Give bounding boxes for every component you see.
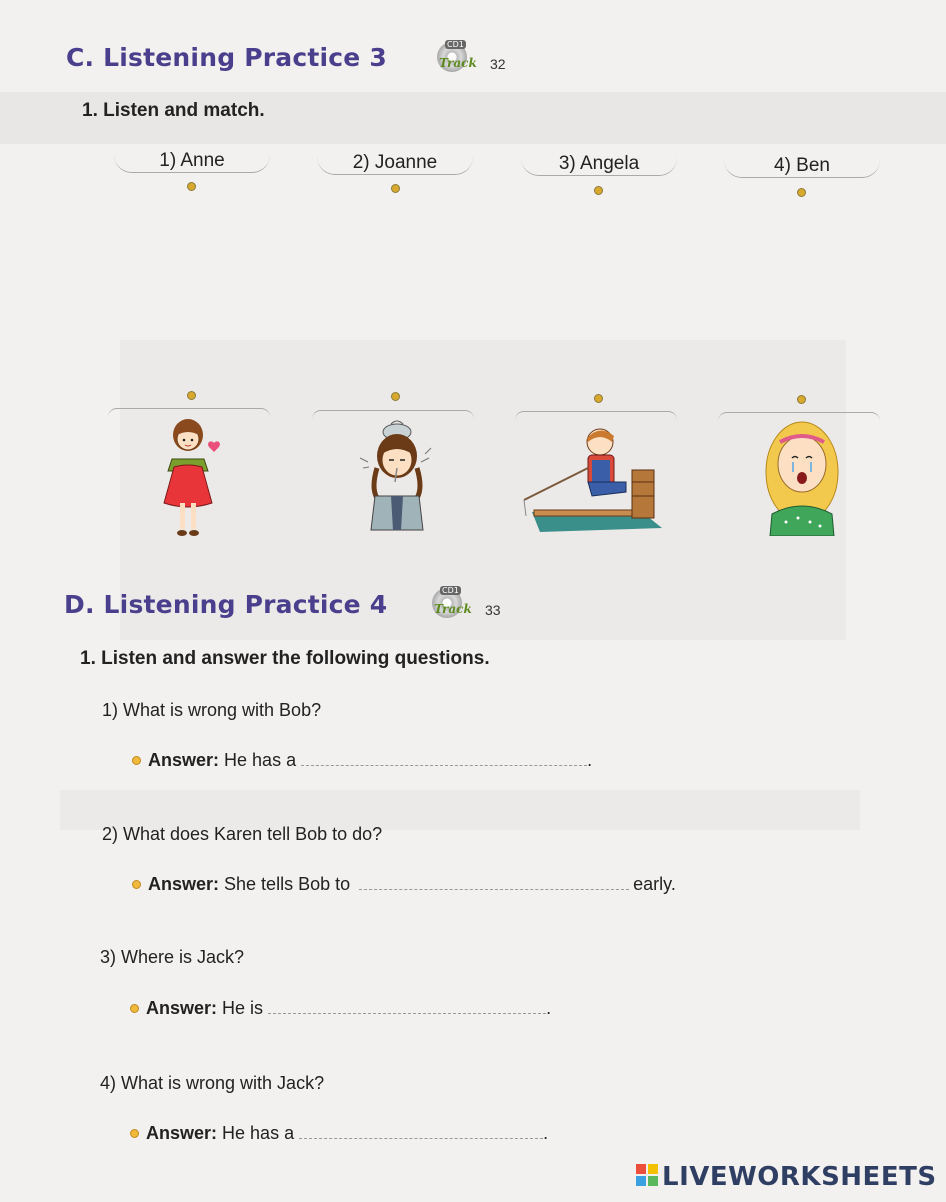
answer-label: Answer: <box>146 1123 218 1143</box>
name-box-anne <box>114 150 270 173</box>
answer-3-blank[interactable] <box>268 999 546 1014</box>
question-3: 3) Where is Jack? <box>100 947 245 967</box>
cd-track-badge-c <box>437 40 506 72</box>
answer-bullet-icon <box>130 1129 139 1138</box>
answer-prefix: She tells Bob to <box>224 874 351 894</box>
match-dot-picture-2[interactable] <box>391 392 400 401</box>
name-label: 2) Joanne <box>352 152 438 173</box>
match-dot-name-4[interactable] <box>797 188 806 197</box>
section-c-title: C. Listening Practice 3 <box>66 43 387 72</box>
name-box-joanne <box>317 152 473 175</box>
liveworksheets-logo <box>636 1162 937 1192</box>
cd-track-badge-d <box>432 586 501 618</box>
name-label: 1) Anne <box>159 150 225 171</box>
cd-label: CD1 <box>447 40 464 49</box>
track-label: Track <box>439 56 477 70</box>
answer-bullet-icon <box>132 756 141 765</box>
name-label: 3) Angela <box>558 153 640 174</box>
answer-prefix: He has a <box>222 1123 295 1143</box>
answer-3 <box>146 998 551 1019</box>
answer-4-blank[interactable] <box>299 1124 543 1139</box>
match-dot-picture-3[interactable] <box>594 394 603 403</box>
track-number: 32 <box>490 56 506 72</box>
answer-suffix: . <box>543 1123 549 1143</box>
match-dot-name-1[interactable] <box>187 182 196 191</box>
answer-label: Answer: <box>148 750 220 770</box>
answer-2 <box>148 874 676 895</box>
question-1: 1) What is wrong with Bob? <box>102 700 322 720</box>
track-number: 33 <box>485 602 501 618</box>
question-2: 2) What does Karen tell Bob to do? <box>102 824 383 844</box>
girl-red-dress-illustration <box>150 415 235 540</box>
answer-label: Answer: <box>148 874 220 894</box>
sick-girl-ice-pack-illustration <box>355 418 440 536</box>
picture-frame-line-3 <box>515 411 677 420</box>
name-label: 4) Ben <box>774 155 830 176</box>
match-dot-name-2[interactable] <box>391 184 400 193</box>
match-dot-picture-1[interactable] <box>187 391 196 400</box>
answer-label: Answer: <box>146 998 218 1018</box>
answer-prefix: He is <box>222 998 264 1018</box>
section-d-title: D. Listening Practice 4 <box>64 590 388 619</box>
answer-4 <box>146 1123 548 1144</box>
answer-bullet-icon <box>130 1004 139 1013</box>
liveworksheets-logo-icon <box>636 1164 660 1188</box>
match-dot-picture-4[interactable] <box>797 395 806 404</box>
answer-suffix: early. <box>633 874 676 894</box>
answer-suffix: . <box>546 998 552 1018</box>
answer-suffix: . <box>587 750 593 770</box>
answer-1 <box>148 750 592 771</box>
answer-prefix: He has a <box>224 750 297 770</box>
name-box-angela <box>521 153 677 176</box>
answer-bullet-icon <box>132 880 141 889</box>
section-c-instruction: 1. Listen and match. <box>82 100 265 121</box>
question-4: 4) What is wrong with Jack? <box>100 1073 325 1093</box>
answer-1-blank[interactable] <box>301 751 587 766</box>
blonde-girl-crying-illustration <box>762 418 842 536</box>
name-box-ben <box>724 155 880 178</box>
match-dot-name-3[interactable] <box>594 186 603 195</box>
section-d-instruction: 1. Listen and answer the following questions. <box>80 648 490 669</box>
boy-fishing-illustration <box>522 420 667 540</box>
liveworksheets-logo-text: LIVEWORKSHEETS <box>662 1162 937 1192</box>
track-label: Track <box>434 602 472 616</box>
answer-2-blank[interactable] <box>359 875 629 890</box>
cd-label: CD1 <box>442 586 459 595</box>
